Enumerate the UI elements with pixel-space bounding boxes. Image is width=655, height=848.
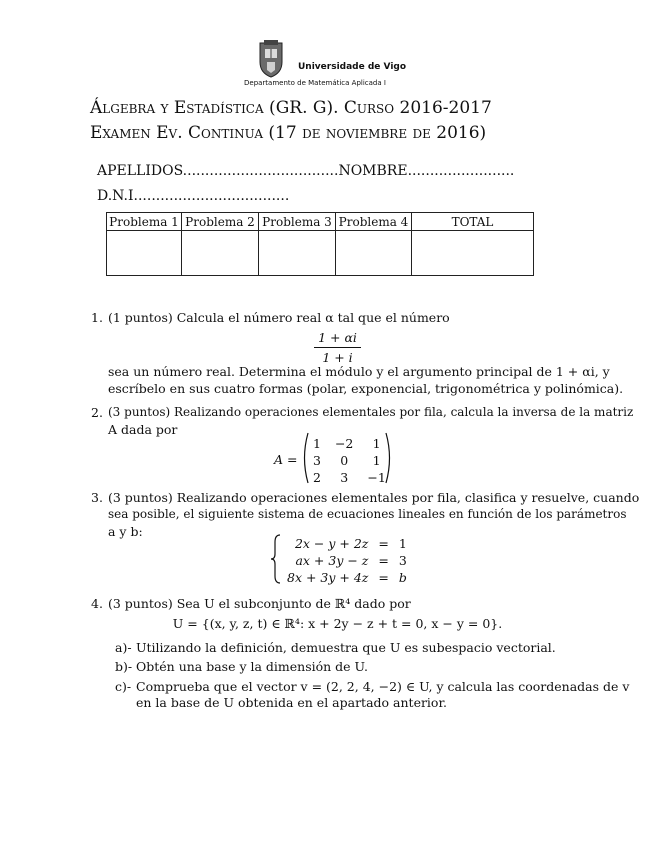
name-field-line: [97, 163, 514, 179]
score-table-header: [107, 213, 534, 231]
problem-2-statement: (3 puntos) Realizando operaciones elementales por fila, calcula la inversa de la matriz: [108, 405, 634, 419]
fraction-denominator: 1 + i: [322, 350, 353, 365]
matrix-cell: 3: [313, 453, 321, 468]
system-row: [282, 552, 412, 569]
matrix-cell: 3: [340, 470, 349, 485]
exam-title: [90, 96, 570, 146]
score-table-blank-row: [107, 231, 534, 276]
system-row: [282, 569, 412, 586]
score-cell: [182, 231, 259, 276]
equation-rhs: b: [398, 570, 407, 585]
problem-1-fraction: [0, 329, 655, 366]
university-header: [244, 40, 408, 92]
equation-eq: =: [378, 553, 389, 568]
left-brace-icon: [270, 534, 282, 584]
problem-1-text-b: sea un número real. Determina el módulo y el argumento principal de 1 + αi, y: [108, 364, 610, 379]
system-row: [282, 535, 412, 552]
dni-blank: ..................................: [137, 188, 290, 204]
nombre-label: NOMBRE: [338, 163, 408, 179]
equation-lhs: 2x − y + 2z: [294, 536, 369, 551]
equation-rhs: 3: [398, 553, 407, 568]
score-cell: [107, 231, 182, 276]
apellidos-blank: ...................................: [182, 163, 339, 179]
matrix-cell: 0: [340, 453, 349, 468]
university-name: Universidade de Vigo: [298, 62, 407, 72]
item-text-b: Obtén una base y la dimensión de U.: [136, 659, 368, 674]
set-definition: U = {(x, y, z, t) ∈ ℝ⁴: x + 2y − z + t = 0, x − y = 0}.: [172, 616, 503, 631]
score-table: [106, 212, 534, 276]
score-cell: [336, 231, 412, 276]
item-text-c: Comprueba que el vector v = (2, 2, 4, −2) ∈ U, y calcula las coordenadas de v: [136, 679, 630, 694]
dni-label: D.N.I.: [97, 188, 138, 204]
problem-number: 4.: [91, 596, 103, 611]
item-label-a: a)-: [115, 640, 132, 655]
matrix-cell: −2: [334, 436, 354, 451]
nombre-blank: ........................: [407, 163, 515, 179]
matrix-cell: 1: [372, 453, 381, 468]
problem-3-statement: (3 puntos) Realizando operaciones elementales por fila, clasifica y resuelve, cuando: [108, 490, 640, 505]
problem-number: 1.: [91, 310, 103, 325]
item-text-a: Utilizando la definición, demuestra que U es subespacio vectorial.: [136, 640, 556, 655]
problem-4-statement: (3 puntos) Sea U el subconjunto de ℝ⁴ dado por: [108, 596, 411, 611]
item-label-b: b)-: [115, 659, 133, 674]
problem-number: 3.: [91, 490, 103, 505]
matrix-cell: 1: [372, 436, 381, 451]
header-problema-2: Problema 2: [182, 213, 259, 231]
equation-lhs: 8x + 3y + 4z: [287, 570, 369, 585]
item-label-c: c)-: [115, 679, 132, 694]
linear-system: [282, 535, 412, 586]
problem-1-statement: (1 puntos) Calcula el número real α tal que el número: [108, 310, 450, 325]
matrix-cell: 1: [313, 436, 321, 451]
fraction-numerator: 1 + αi: [314, 329, 361, 348]
matrix-a: [306, 435, 393, 486]
header-problema-3: Problema 3: [259, 213, 336, 231]
problem-number: 2.: [91, 405, 103, 420]
score-cell: [412, 231, 534, 276]
title-line-1: Álgebra y Estadística (GR. G). Curso 2016-2017: [90, 98, 492, 118]
problem-2-text-b: A dada por: [108, 422, 178, 437]
problem-3-text-c: a y b:: [108, 524, 143, 539]
equation-lhs: ax + 3y − z: [295, 553, 369, 568]
matrix-cell: −1: [367, 470, 386, 485]
apellidos-label: APELLIDOS: [97, 163, 183, 179]
right-paren-icon: [384, 432, 394, 484]
equation-eq: =: [378, 570, 389, 585]
problem-3-text-b: sea posible, el siguiente sistema de ecuaciones lineales en función de los parámetros: [108, 507, 627, 521]
matrix-cell: 2: [313, 470, 321, 485]
header-total: TOTAL: [412, 213, 534, 231]
matrix-label: A =: [274, 452, 298, 467]
dni-field-line: [97, 188, 289, 204]
equation-eq: =: [378, 536, 389, 551]
score-cell: [259, 231, 336, 276]
header-problema-1: Problema 1: [107, 213, 182, 231]
item-text-c-cont: en la base de U obtenida en el apartado anterior.: [136, 695, 448, 710]
problem-1-text-c: escríbelo en sus cuatro formas (polar, exponencial, trigonométrica y polinómica).: [108, 381, 624, 396]
header-problema-4: Problema 4: [336, 213, 412, 231]
department-name: Departamento de Matemática Aplicada I: [244, 79, 386, 87]
equation-rhs: 1: [398, 536, 407, 551]
university-crest-icon: [258, 40, 284, 78]
title-line-2: Examen Ev. Continua (17 de noviembre de 2016): [90, 123, 487, 143]
